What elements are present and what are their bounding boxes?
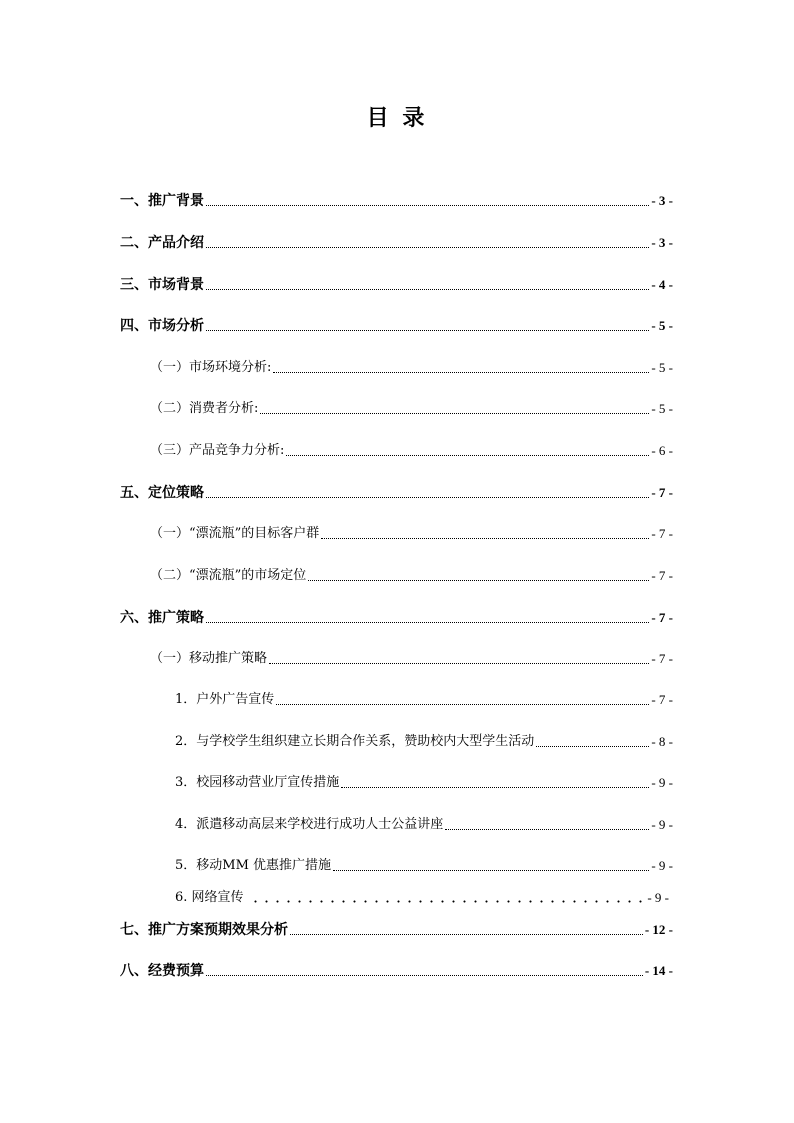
toc-entry [175,691,673,709]
toc-leader-dots [206,204,649,206]
toc-leader-dots [333,869,649,871]
toc-leader-dots [206,974,643,976]
toc-page-number: - 3 - [651,193,673,208]
toc-entry-label: 4．派遣移动高层来学校进行成功人士公益讲座 [175,817,444,832]
toc-page-number: - 12 - [644,922,673,937]
toc-page-number: - 9 - [651,775,673,790]
toc-entry-label: 八、经费预算 [120,963,204,979]
toc-leader-dots [260,412,649,414]
toc-entry-label: 6. 网络宣传 [175,890,244,905]
toc-leader-dots [445,828,649,830]
toc-leader-dots [321,537,649,539]
toc-entry-label: 六、推广策略 [120,610,204,626]
toc-entry-label: （二）消费者分析: [150,401,259,416]
toc-entry-label: 四、市场分析 [120,318,204,334]
toc-entry [120,192,673,210]
toc-entry [120,317,673,335]
toc-entry-label: （一）移动推广策略 [150,651,268,666]
toc-page-number: - 5 - [651,318,673,333]
toc-entry-label: 一、推广背景 [120,193,204,209]
toc-leader-dots [286,454,649,456]
toc-leader-dots [273,371,649,373]
toc-entry-label: （一）市场环境分析: [150,360,272,375]
toc-leader-dots [250,900,644,903]
toc-page-number: - 7 - [651,651,673,666]
toc-entry [175,889,669,907]
toc-page-number: - 5 - [651,401,673,416]
toc-entry [150,525,673,543]
toc-entry [150,400,673,418]
toc-entry [150,567,673,585]
toc-entry [120,921,673,939]
toc-leader-dots [206,329,649,331]
toc-leader-dots [206,621,649,623]
toc-entry [150,442,673,460]
toc-page-number: - 8 - [651,734,673,749]
toc-page-number: - 14 - [644,963,673,978]
toc-page-number: - 7 - [651,692,673,707]
toc-page-number: - 9 - [651,858,673,873]
toc-page-number: - 7 - [651,610,673,625]
toc-entry [150,359,673,377]
toc-page-number: - 7 - [651,568,673,583]
toc-entry [175,774,673,792]
toc-title: 目 录 [366,105,428,131]
toc-leader-dots [206,288,649,290]
toc-entry-label: （三）产品竞争力分析: [150,443,285,458]
toc-page-number: - 7 - [651,485,673,500]
toc-entry-label: （二）“漂流瓶”的市场定位 [150,568,307,583]
toc-page-number: - 9 - [651,817,673,832]
toc-entry-label: 七、推广方案预期效果分析 [120,922,288,938]
toc-leader-dots [341,786,649,788]
toc-entry-label: 三、市场背景 [120,277,204,293]
toc-entry-label: （一）“漂流瓶”的目标客户群 [150,526,320,541]
toc-entry [120,276,673,294]
toc-entry [120,484,673,502]
toc-leader-dots [536,745,649,747]
toc-entry [175,816,673,834]
toc-entry [150,650,673,668]
toc-entry [120,962,673,980]
toc-entry [175,857,673,875]
toc-leader-dots [290,933,643,935]
toc-entry-label: 3．校园移动营业厅宣传措施 [175,775,340,790]
toc-entry-label: 二、产品介绍 [120,235,204,251]
toc-page-number: - 7 - [651,526,673,541]
toc-entry [120,609,673,627]
toc-entry [120,234,673,252]
toc-page-number: - 6 - [651,443,673,458]
toc-leader-dots [269,662,649,664]
toc-entry-label: 1．户外广告宣传 [175,692,275,707]
toc-entry-label: 2．与学校学生组织建立长期合作关系，赞助校内大型学生活动 [175,734,535,749]
toc-leader-dots [276,703,649,705]
toc-page-number: - 4 - [651,277,673,292]
toc-leader-dots [206,246,649,248]
toc-entry-label: 5．移动MM 优惠推广措施 [175,858,332,873]
toc-page-number: - 5 - [651,360,673,375]
toc-entry-label: 五、定位策略 [120,485,204,501]
toc-page-number: - 3 - [651,235,673,250]
toc-leader-dots [206,496,649,498]
toc-leader-dots [308,579,649,581]
toc-page-number: - 9 - [647,890,669,905]
toc-entry [175,733,673,751]
